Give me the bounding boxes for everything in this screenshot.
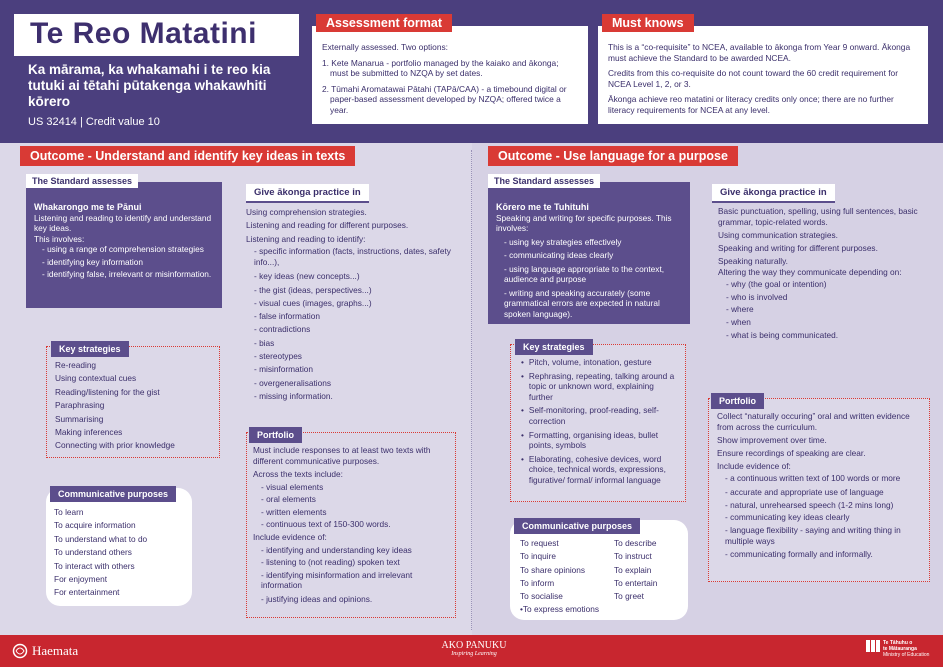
portfolio-line: Collect “naturally occuring” oral and written evidence from across the curriculum.: [717, 411, 910, 432]
list-item: - accurate and appropriate use of language: [725, 486, 884, 497]
right-outcome-heading: Outcome - Use language for a purpose: [488, 146, 738, 166]
assessment-intro: Externally assessed. Two options:: [322, 42, 449, 52]
page-title: Te Reo Matatini: [14, 14, 299, 56]
assessment-item: 2. Tūmahi Aromatawai Pātahi (TAPā/CAA) - a timebound digital or paper-based assessment developed by NZQA; offered twice a year.: [322, 83, 567, 115]
left-standard-involves: This involves:: [34, 233, 85, 244]
assessment-format-card: [312, 16, 588, 124]
left-standard-desc: Listening and reading to identify and understand key ideas.: [34, 212, 212, 233]
must-knows-item: This is a “co-requisite” to NCEA, available to ākonga from Year 9 onward. Ākonga must achieve the Standard to be awarded NCEA.: [608, 42, 911, 63]
haemata-emblem-icon: [12, 643, 28, 659]
list-item: To request: [520, 538, 559, 548]
left-outcome-heading: Outcome - Understand and identify key ideas in texts: [20, 146, 355, 166]
portfolio-across: Across the texts include:: [253, 469, 343, 479]
list-item: - using key strategies effectively: [504, 236, 622, 247]
list-item: - overgeneralisations: [254, 377, 332, 388]
list-item: - the gist (ideas, perspectives...): [254, 284, 372, 295]
list-item: Summarising: [55, 413, 104, 424]
ministry-logo-line2: te Mātauranga: [883, 646, 917, 652]
list-item: Rephrasing, repeating, talking around a topic or unknown word, explaining further: [528, 370, 675, 402]
list-item: Self-monitoring, proof-reading, self-correction: [528, 405, 659, 426]
ministry-logo-line1: Te Tāhuhu o: [883, 640, 913, 646]
left-standard-box: [26, 176, 222, 308]
list-item: - stereotypes: [254, 351, 302, 361]
list-item: - when: [726, 317, 751, 328]
list-item: - using language appropriate to the context, audience and purpose: [504, 263, 665, 284]
haemata-logo-text: Haemata: [32, 643, 79, 658]
right-standard-desc: Speaking and writing for specific purposes. This involves:: [496, 212, 672, 233]
left-portfolio-label: Portfolio: [249, 427, 302, 443]
right-purposes-label: Communicative purposes: [514, 518, 640, 534]
list-item: - continuous text of 150-300 words.: [261, 519, 391, 530]
left-standard-label: The Standard assesses: [26, 174, 138, 188]
list-item: Reading/listening for the gist: [55, 386, 160, 397]
right-key-strategies-label: Key strategies: [515, 339, 593, 355]
right-standard-box: [488, 176, 690, 324]
list-item: - identifying key information: [42, 256, 143, 267]
list-item: To socialise: [520, 591, 563, 602]
list-item: - visual elements: [261, 481, 324, 492]
list-item: - specific information (facts, instructions, dates, safety info...),: [254, 246, 451, 267]
list-item: To greet: [614, 591, 644, 602]
list-item: For entertainment: [54, 587, 120, 598]
list-item: - false information: [254, 311, 320, 322]
practice-line: Listening and reading to identify:: [246, 233, 366, 244]
list-item: - misinformation: [254, 364, 314, 375]
list-item: - identifying and understanding key ideas: [261, 544, 412, 555]
list-item: Elaborating, cohesive devices, word choice, technical words, expressions, figurative/ formal/ informal language: [528, 453, 666, 485]
list-item: To learn: [54, 507, 84, 517]
right-standard-label: The Standard assesses: [488, 174, 600, 188]
list-item: Connecting with prior knowledge: [55, 440, 175, 451]
portfolio-intro: Must include responses to at least two texts with different communicative purposes.: [253, 445, 431, 466]
portfolio-evidence: Include evidence of:: [253, 531, 327, 542]
list-item: To share opinions: [520, 564, 586, 575]
list-item: •To express emotions: [520, 604, 599, 615]
list-item: - why (the goal or intention): [726, 278, 827, 289]
ministry-logo-line3: Ministry of Education: [883, 652, 930, 658]
list-item: - missing information.: [254, 390, 333, 401]
must-knows-item: Credits from this co-requisite do not count toward the 60 credit requirement for NCEA Level 1, 2, or 3.: [608, 68, 899, 89]
page-subtitle: Ka mārama, ka whakamahi i te reo kia tutuki ai tētahi pūtakenga whakawhiti kōrero: [28, 62, 271, 109]
list-item: Paraphrasing: [55, 400, 105, 411]
list-item: To inquire: [520, 551, 556, 562]
right-practice-box: [712, 187, 928, 362]
list-item: - language flexibility - saying and writing thing in multiple ways: [725, 525, 901, 546]
ministry-emblem-icon: [866, 640, 880, 652]
list-item: To interact with others: [54, 560, 135, 571]
portfolio-line: Ensure recordings of speaking are clear.: [717, 447, 866, 458]
list-item: - natural, unrehearsed speech (1-2 mins long): [725, 499, 894, 510]
list-item: To understand what to do: [54, 533, 148, 544]
list-item: To inform: [520, 577, 555, 588]
practice-line: Using comprehension strategies.: [246, 207, 367, 217]
list-item: - listening to (not reading) spoken text: [261, 557, 400, 568]
ako-panuku-tagline: Inspiring Learning: [451, 651, 497, 657]
left-purposes-bubble: [46, 488, 192, 606]
list-item: - identifying misinformation and irrelevant information: [261, 569, 413, 591]
right-purposes-bubble: [510, 520, 688, 620]
list-item: To acquire information: [54, 520, 136, 531]
practice-line: Speaking and writing for different purposes.: [718, 242, 878, 253]
left-practice-label: Give ākonga practice in: [246, 184, 369, 203]
list-item: - using a range of comprehension strategies: [42, 244, 204, 254]
list-item: To explain: [614, 564, 652, 575]
right-portfolio-label: Portfolio: [711, 393, 764, 409]
right-standard-heading: Kōrero me te Tuhituhi: [496, 202, 589, 212]
list-item: - communicating ideas clearly: [504, 250, 614, 260]
list-item: - bias: [254, 337, 275, 348]
list-item: - writing and speaking accurately (some grammatical errors are expected in natural spoken language).: [504, 287, 660, 319]
list-item: Pitch, volume, intonation, gesture: [528, 357, 652, 367]
list-item: Formatting, organising ideas, bullet points, symbols: [528, 429, 659, 451]
left-practice-box: [246, 187, 456, 408]
list-item: - identifying false, irrelevant or misinformation.: [42, 269, 212, 279]
list-item: - a continuous written text of 100 words or more: [725, 473, 901, 484]
must-knows-label: Must knows: [602, 14, 694, 32]
list-item: - justifying ideas and opinions.: [261, 593, 373, 604]
panel-divider: [471, 150, 472, 630]
list-item: To instruct: [614, 551, 652, 562]
practice-line: Using communication strategies.: [718, 230, 838, 240]
assessment-format-label: Assessment format: [316, 14, 452, 32]
assessment-item: 1. Kete Manarua - portfolio managed by the kaiako and ākonga; must be submitted to NZQA by set dates.: [322, 57, 559, 78]
left-portfolio-box: [246, 432, 456, 618]
left-key-strategies-box: [46, 346, 220, 458]
list-item: - communicating key ideas clearly: [725, 512, 850, 523]
left-purposes-label: Communicative purposes: [50, 486, 176, 502]
list-item: - visual cues (images, graphs...): [254, 297, 372, 308]
list-item: To understand others: [54, 547, 132, 558]
list-item: To describe: [614, 538, 657, 548]
practice-line: Basic punctuation, spelling, using full sentences, basic grammar, topic-related words.: [718, 206, 918, 227]
list-item: Using contextual cues: [55, 373, 137, 384]
must-knows-item: Ākonga achieve reo matatini or literacy credits only once; there are no further literacy requirements for NCEA at any level.: [608, 94, 894, 115]
must-knows-card: [598, 16, 928, 124]
practice-line: Altering the way they communicate depending on:: [718, 267, 902, 278]
left-key-strategies-label: Key strategies: [51, 341, 129, 357]
right-practice-label: Give ākonga practice in: [712, 184, 835, 203]
portfolio-line: Include evidence of:: [717, 460, 791, 471]
list-item: - where: [726, 304, 754, 315]
list-item: Making inferences: [55, 427, 123, 438]
list-item: - oral elements: [261, 494, 316, 505]
list-item: - who is involved: [726, 291, 788, 302]
list-item: - written elements: [261, 506, 327, 517]
list-item: - communicating formally and informally.: [725, 549, 873, 560]
list-item: Re-reading: [55, 360, 97, 370]
ministry-logo: [866, 640, 929, 658]
list-item: - contradictions: [254, 324, 311, 335]
list-item: - what is being communicated.: [726, 330, 839, 341]
standard-credit-line: US 32414 | Credit value 10: [28, 116, 160, 128]
right-portfolio-box: [708, 398, 930, 582]
practice-line: Speaking naturally.: [718, 255, 788, 266]
ako-panuku-logo: [436, 640, 512, 657]
practice-line: Listening and reading for different purposes.: [246, 220, 409, 231]
list-item: To entertain: [614, 577, 658, 588]
left-standard-heading: Whakarongo me te Pānui: [34, 202, 142, 212]
list-item: For enjoyment: [54, 574, 108, 585]
right-key-strategies-box: Key strategies • Pitch, volume, intonation, gesture • Rephrasing, repeating, talking around a topic or unknown word, explaining further • Self-monitoring, proof-reading, self-correction • Formatting, organising ideas, bullet points, symbols • Elaborating, cohesive devices, word choice, technical words, expressions, figurative/ formal/ informal language: [510, 344, 686, 502]
ako-panuku-logo-text: AKO PANUKU: [441, 640, 507, 651]
list-item: - key ideas (new concepts...): [254, 271, 360, 282]
portfolio-line: Show improvement over time.: [717, 435, 827, 445]
haemata-logo: [12, 643, 78, 659]
